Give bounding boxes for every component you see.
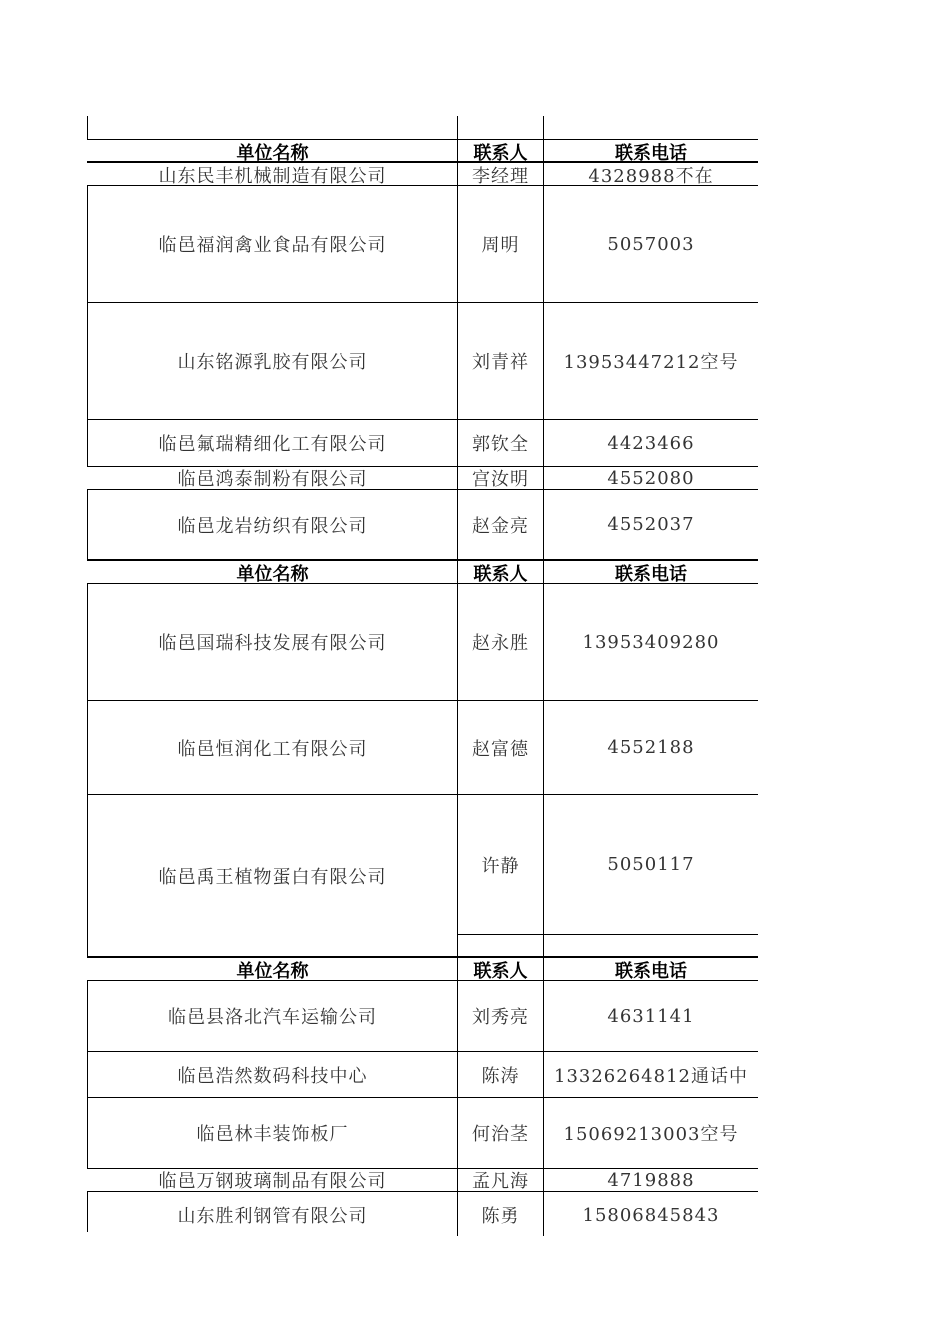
phone-cell: 13953447212空号 <box>563 352 739 373</box>
grid-hline <box>457 934 758 935</box>
company-cell: 山东铭源乳胶有限公司 <box>177 352 368 373</box>
column-header-contact: 联系人 <box>473 563 528 585</box>
contact-cell: 李经理 <box>472 165 529 187</box>
company-cell: 临邑恒润化工有限公司 <box>177 738 368 760</box>
grid-vline-left <box>87 116 88 140</box>
contact-cell: 周明 <box>481 235 520 256</box>
contact-cell: 陈勇 <box>481 1206 520 1227</box>
company-cell: 临邑鸿泰制粉有限公司 <box>177 469 368 490</box>
company-cell: 临邑龙岩纺织有限公司 <box>177 515 368 537</box>
company-cell: 临邑林丰装饰板厂 <box>196 1124 349 1145</box>
contact-cell: 许静 <box>481 855 520 877</box>
contact-cell: 赵永胜 <box>472 633 529 654</box>
contact-cell: 赵富德 <box>472 738 529 760</box>
phone-cell: 15806845843 <box>582 1204 720 1226</box>
phone-cell: 4552080 <box>607 467 695 489</box>
company-cell: 临邑县洛北汽车运输公司 <box>168 1007 377 1028</box>
company-cell: 临邑国瑞科技发展有限公司 <box>158 633 387 654</box>
column-header-contact: 联系人 <box>473 960 528 982</box>
company-cell: 山东胜利钢管有限公司 <box>177 1206 368 1227</box>
contact-cell: 孟凡海 <box>472 1171 529 1192</box>
contact-cell: 刘秀亮 <box>472 1007 529 1028</box>
contact-cell: 陈涛 <box>481 1065 520 1087</box>
company-cell: 临邑浩然数码科技中心 <box>177 1065 368 1087</box>
phone-cell: 15069213003空号 <box>563 1124 739 1145</box>
phone-cell: 5050117 <box>607 854 695 875</box>
contact-cell: 宫汝明 <box>472 469 529 490</box>
phone-cell: 5057003 <box>607 233 695 255</box>
column-header-phone: 联系电话 <box>615 563 687 585</box>
contact-cell: 刘青祥 <box>472 352 529 373</box>
phone-cell: 4552037 <box>607 514 695 535</box>
column-header-company: 单位名称 <box>236 563 309 585</box>
phone-cell: 4328988不在 <box>588 165 714 187</box>
company-cell: 临邑万钢玻璃制品有限公司 <box>158 1171 387 1192</box>
contact-cell: 赵金亮 <box>472 515 529 537</box>
company-cell: 山东民丰机械制造有限公司 <box>158 165 387 187</box>
company-cell: 临邑福润禽业食品有限公司 <box>158 235 387 256</box>
column-header-company: 单位名称 <box>236 142 309 164</box>
column-header-phone: 联系电话 <box>615 142 687 164</box>
column-header-company: 单位名称 <box>236 960 309 982</box>
phone-cell: 4552188 <box>607 737 695 758</box>
company-cell: 临邑氟瑞精细化工有限公司 <box>158 434 387 455</box>
company-cell: 临邑禹王植物蛋白有限公司 <box>158 866 387 888</box>
phone-cell: 4719888 <box>607 1169 695 1191</box>
column-header-contact: 联系人 <box>473 142 528 164</box>
column-header-phone: 联系电话 <box>615 960 687 982</box>
contact-cell: 郭钦全 <box>472 434 529 455</box>
phone-cell: 4423466 <box>607 432 695 454</box>
phone-cell: 13953409280 <box>582 631 720 653</box>
contact-cell: 何治茎 <box>472 1124 529 1145</box>
phone-cell: 4631141 <box>607 1005 695 1027</box>
phone-cell: 13326264812通话中 <box>554 1065 748 1087</box>
